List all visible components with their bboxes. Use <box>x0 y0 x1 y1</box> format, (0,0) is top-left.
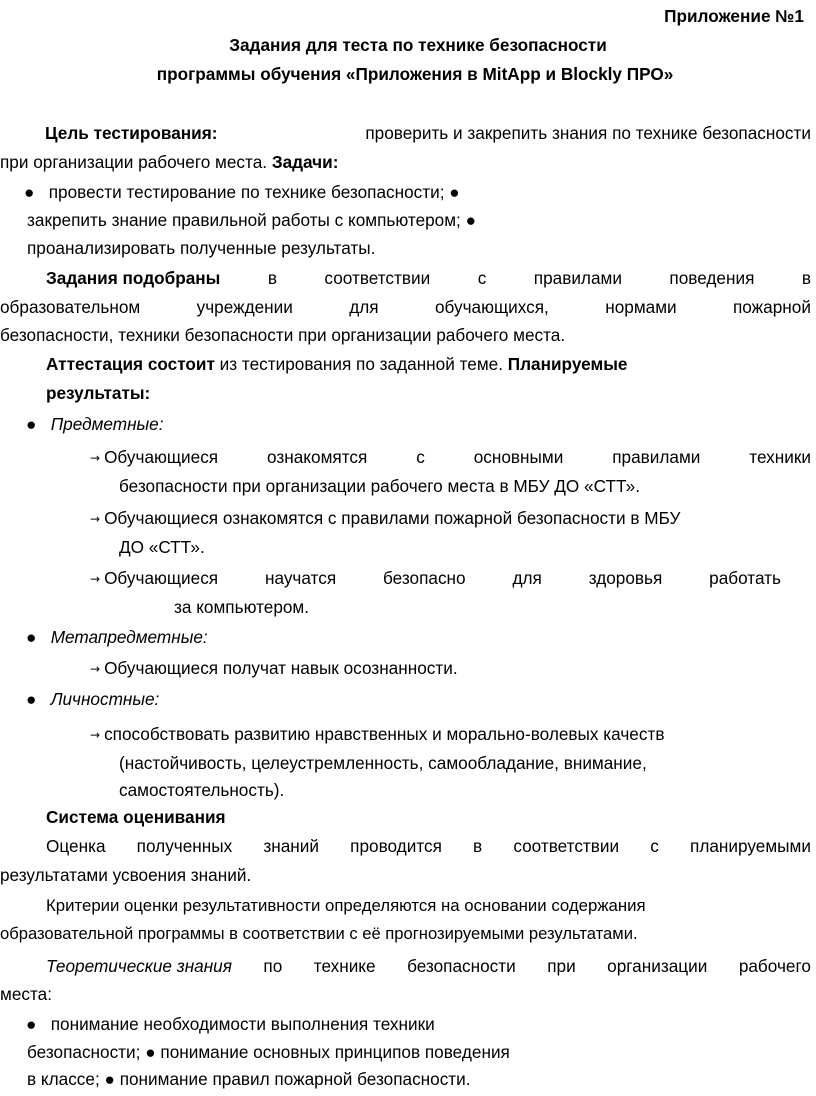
subject-item-3-line-1: → Обучающиеся научатся безопасно для здоровья работать <box>90 568 781 588</box>
bullet-icon: ● <box>26 627 37 647</box>
knowledge-item-1: ● понимание необходимости выполнения техники <box>26 1014 435 1034</box>
grading-heading: Система оценивания <box>46 807 226 827</box>
subject-item-2-line-1: → Обучающиеся ознакомятся с правилами пожарной безопасности в МБУ <box>90 508 681 528</box>
meta-results-heading: ● Метапредметные: <box>26 627 208 647</box>
tasks-label: Задачи: <box>271 152 339 172</box>
grading-p3-line-1: Теоретические знания по технике безопасности при организации рабочего <box>46 956 811 976</box>
grading-p2-line-1: Критерии оценки результативности определяются на основании содержания <box>46 896 646 915</box>
personal-item-line-1: → способствовать развитию нравственных и морально-волевых качеств <box>90 724 665 744</box>
knowledge-item-2: безопасности; ● понимание основных принципов поведения <box>27 1042 510 1062</box>
subject-item-3-line-2: за компьютером. <box>174 597 310 617</box>
goal-line-1 <box>45 125 811 142</box>
arrow-icon: → <box>90 512 101 526</box>
planned-results-heading: результаты: <box>46 383 151 403</box>
appendix-label: Приложение №1 <box>664 6 804 26</box>
attestation-line-1: Аттестация состоит из тестирования по заданной теме. Планируемые <box>46 354 628 374</box>
grading-p1-line-2: результатами усвоения знаний. <box>0 865 252 885</box>
bullet-icon: ● <box>26 689 37 709</box>
personal-item-line-2: (настойчивость, целеустремленность, самообладание, внимание, <box>119 753 647 773</box>
task-item-1: ● провести тестирование по технике безопасности; ● <box>24 182 460 202</box>
subject-results-heading: ● Предметные: <box>26 414 164 434</box>
bullet-icon: ● <box>449 182 460 202</box>
bullet-icon: ● <box>104 1069 115 1089</box>
bullet-icon: ● <box>24 182 35 202</box>
subject-item-1-line-1: → Обучающиеся ознакомятся с основными правилами техники <box>90 447 811 467</box>
document-title-line-2: программы обучения «Приложения в MitApp и Blockly ПРО» <box>156 64 674 84</box>
selection-line-1: Задания подобраны в соответствии с правилами поведения в <box>46 268 811 288</box>
arrow-icon: → <box>90 572 101 586</box>
grading-p2-line-2: образовательной программы в соответствии с её прогнозируемыми результатами. <box>0 924 638 943</box>
selection-line-2: образовательном учреждении для обучающихся, нормами пожарной <box>0 297 811 317</box>
goal-label: Цель тестирования: <box>45 123 218 143</box>
knowledge-item-3: в классе; ● понимание правил пожарной безопасности. <box>27 1069 471 1089</box>
bullet-icon: ● <box>26 414 37 434</box>
task-item-3: проанализировать полученные результаты. <box>27 238 376 258</box>
arrow-icon: → <box>90 728 101 742</box>
goal-text: проверить и закрепить знания по технике безопасности <box>365 123 811 143</box>
meta-item-1: → Обучающиеся получат навык осознанности. <box>90 658 458 678</box>
bullet-icon: ● <box>465 210 477 230</box>
personal-results-heading: ● Личностные: <box>26 689 160 709</box>
document-title-line-1: Задания для теста по технике безопасности <box>229 35 607 55</box>
arrow-icon: → <box>90 451 101 465</box>
grading-p3-line-2: места: <box>0 984 52 1004</box>
subject-item-1-line-2: безопасности при организации рабочего места в МБУ ДО «СТТ». <box>119 476 641 496</box>
personal-item-line-3: самостоятельность). <box>119 780 285 800</box>
selection-line-3: безопасности, техники безопасности при организации рабочего места. <box>0 325 566 345</box>
subject-item-2-line-2: ДО «СТТ». <box>119 537 205 557</box>
bullet-icon: ● <box>145 1042 156 1062</box>
arrow-icon: → <box>90 662 101 676</box>
bullet-icon: ● <box>26 1014 37 1034</box>
goal-line-2: при организации рабочего места. Задачи: <box>0 152 339 172</box>
grading-p1-line-1: Оценка полученных знаний проводится в соответствии с планируемыми <box>46 836 811 856</box>
task-item-2: закрепить знание правильной работы с компьютером; ● <box>27 210 477 230</box>
